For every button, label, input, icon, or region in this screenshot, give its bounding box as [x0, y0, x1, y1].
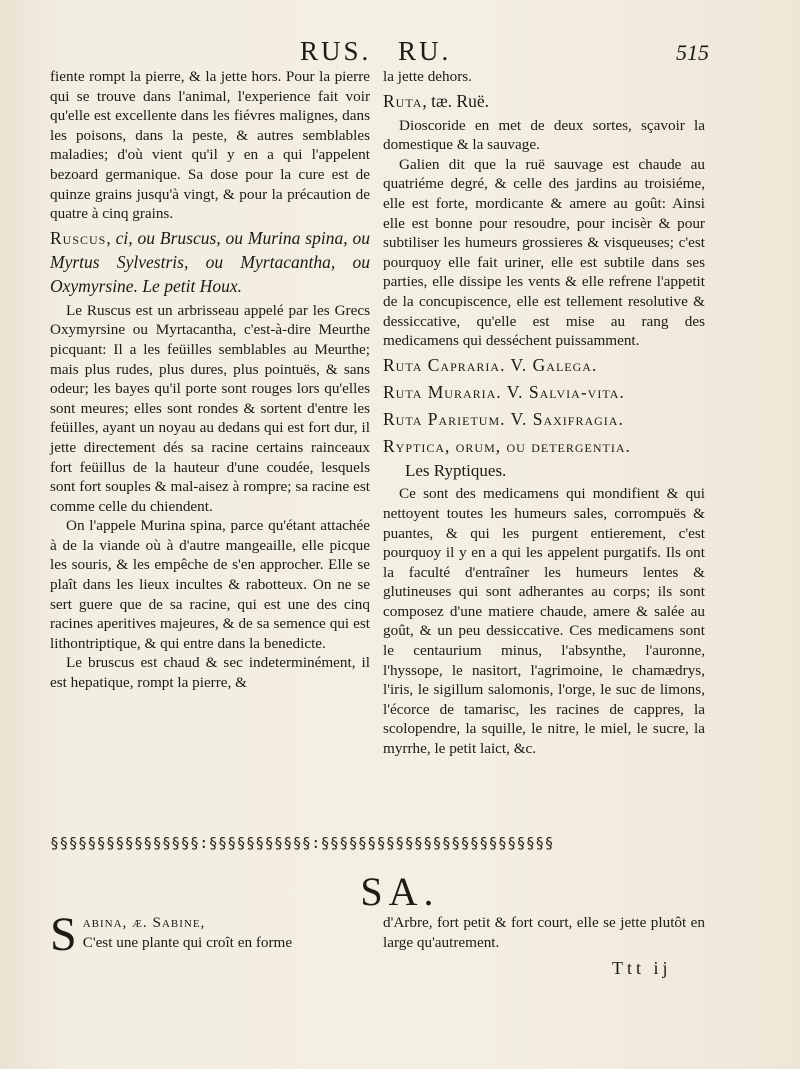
drop-cap: S — [50, 908, 77, 961]
page-number: 515 — [676, 40, 709, 65]
entry-ruta-muraria: Ruta Muraria. V. Salvia-vita. — [383, 381, 625, 402]
entry-ryptica-subtitle: Les Ryptiques. — [405, 460, 507, 480]
paragraph: Le Ruscus est un arbrisseau appelé par les Grecs Oxymyrsine ou Myrtacantha, c'est-à-dire Meurthe picquant: Il a les feüilles semblables au Meurthe; mais plus rudes, plus dures, plus pointuës, & sans odeur; les bayes qu'il porte sont rouges lors qu'elles sont meures; elles sont rondes & sortent d'entre les feüilles, ayant un noyau au dedans qui est fort dur, il jette directement dés sa racine certains rainceaux fort feüillus de la hauteur d'une coudée, lesquels sont fort souples & mal-aisez à rompre; sa racine est comme celle du chiendent. — [50, 301, 370, 515]
paragraph: Dioscoride en met de deux sortes, sçavoir la domestique & la sauvage. — [383, 116, 705, 154]
paragraph: fiente rompt la pierre, & la jette hors. Pour la pierre qui se trouve dans l'animal, l'experience fait voir qu'elle est excellente dans les fiévres malignes, dans les poisons, dans la peste, & autres semblables maladies; d'où vient qu'il y en a qui l'appelent bezoard germanique. Sa dose pour la cure est de quinze grains jusqu'à vingt, & pour la précaution de quatre à cinq grains. — [50, 68, 370, 223]
entry-term: , tæ. Ruë. — [422, 90, 489, 111]
running-header — [0, 36, 800, 70]
entry-ryptica: Ryptica, orum, ou detergentia. — [383, 435, 631, 456]
sabina-right: d'Arbre, fort petit & fort court, elle se jette plutôt en large qu'autrement. — [383, 914, 705, 951]
signature-mark: Ttt ij — [612, 958, 672, 978]
entry-sabina-headword: abina, æ. Sabine, — [82, 914, 206, 931]
ornamental-divider: §§§§§§§§§§§§§§§§:§§§§§§§§§§§:§§§§§§§§§§§§§§§§§§§§§§§§§ — [50, 834, 554, 852]
entry-ruta-capraria: Ruta Capraria. V. Galega. — [383, 354, 598, 375]
section-title: SA. — [360, 869, 440, 914]
paragraph: On l'appele Murina spina, parce qu'étant attachée à de la viande où à d'autre mangeaille, elle picque les souris, & les empêche de s'en approcher. Elle se plaît dans les lieux incultes & rabotteux. On ne se sert guere que de sa racine, qui est une des cinq racines aperitives majeures, & de sa semence qui est lithontriptique, & qui entre dans la benedicte. — [50, 517, 370, 652]
entry-ruta-parietum: Ruta Parietum. V. Saxifragia. — [383, 408, 624, 429]
right-column — [383, 67, 705, 759]
entry-headword: Ruta — [383, 90, 423, 111]
sabina-left — [50, 908, 370, 961]
entry-headword: Ruscus — [50, 227, 107, 248]
paragraph: la jette dehors. — [383, 68, 472, 85]
header-right: RU. — [398, 36, 452, 66]
left-column — [50, 67, 370, 693]
paragraph: Galien dit que la ruë sauvage est chaude au quatriéme degré, & celle des jardins au troisiéme, elle est forte, mordicante & amere au goût: Ainsi elle est bonne pour resoudre, pour incisèr & pour subtiliser les humeurs grossieres & visqueuses; c'est pourquoy elle fait uriner, elle est subtile dans ses parties, elle dissipe les vents & elle refrene l'appetit de la concupiscence, elle est tellement resolutive & dessiccative, qu'elle est mise au rang des medicamens qui desséchent puissamment. — [383, 155, 705, 350]
paragraph: Le bruscus est chaud & sec indeterminément, il est hepatique, rompt la pierre, & — [50, 654, 370, 692]
entry-term: , ci, ou Bruscus, ou Murina spina, ou Myrtus Sylvestris, ou Myrtacantha, ou Oxymyrsine. Le petit Houx. — [50, 227, 370, 296]
paragraph: C'est une plante qui croît en forme — [82, 934, 293, 951]
paragraph: Ce sont des medicamens qui mondifient & qui nettoyent toutes les humeurs sales, corrompuës & puantes, & qui les purgent entierement, c'est pourquoy il y en a qui les appelent purgatifs. Ils ont la faculté d'entraîner les humeurs lentes & glutineuses qui sont adherantes au corps; ils sont composez d'une matiere chaude, amere & salée au goût, & un peu dessiccative. Ces medicamens sont le centaurium minus, l'absynthe, l'auronne, l'hyssope, le nasitort, l'agrimoine, le chamædrys, l'iris, le sigillum salomonis, l'orge, le suc de limons, l'écorce de tamarisc, les racines de cappres, la scolopendre, la squille, le nitre, le miel, le sucre, la myrrhe, le petit laict, &c. — [383, 485, 705, 758]
entry-ruta — [383, 89, 705, 113]
header-left: RUS. — [300, 36, 372, 66]
entry-ruscus — [50, 226, 370, 298]
